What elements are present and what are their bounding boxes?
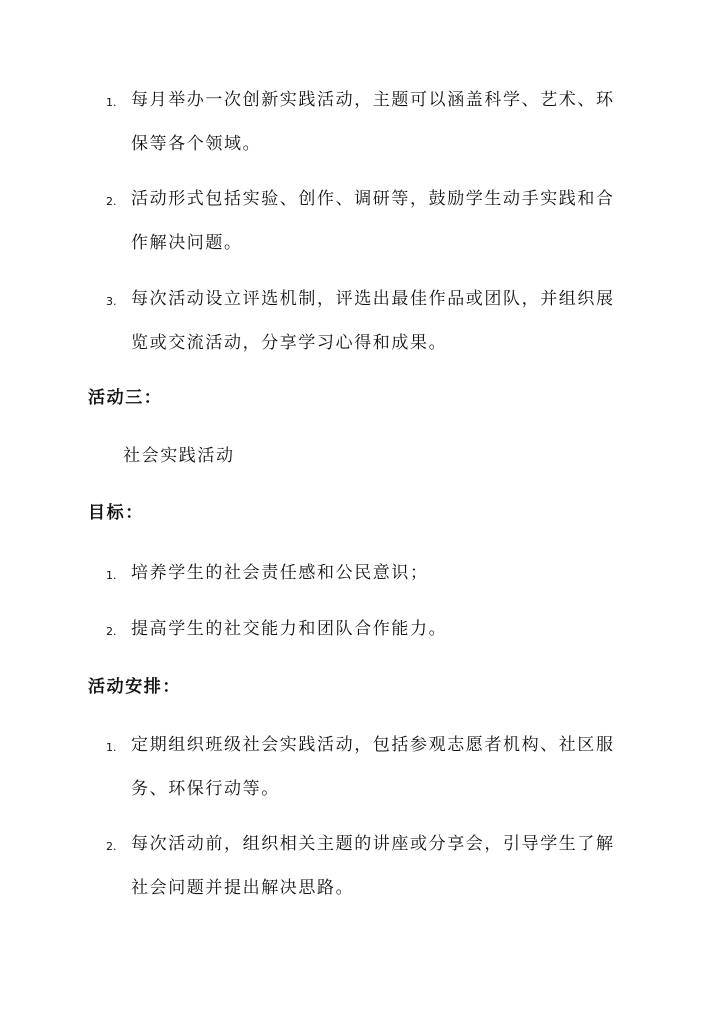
list-text-line: 活动形式包括实验、创作、调研等，鼓励学生动手实践和合 <box>131 189 615 209</box>
list-text-line: 每月举办一次创新实践活动，主题可以涵盖科学、艺术、环 <box>131 90 615 110</box>
list-number: 3. <box>106 295 117 308</box>
activity-name: 社会实践活动 <box>123 446 235 466</box>
list-text-line: 培养学生的社会责任感和公民意识； <box>131 563 429 583</box>
list-number: 2. <box>106 195 117 208</box>
section-heading: 活动安排： <box>88 677 181 697</box>
list-text-line: 每次活动设立评选机制，评选出最佳作品或团队，并组织展 <box>131 289 615 309</box>
list-text-line: 社会问题并提出解决思路。 <box>131 878 355 898</box>
list-text-line: 提高学生的社交能力和团队合作能力。 <box>131 619 448 639</box>
section-heading: 活动三： <box>88 388 163 408</box>
list-text-line: 览或交流活动，分享学习心得和成果。 <box>131 333 448 353</box>
list-text-line: 每次活动前，组织相关主题的讲座或分享会，引导学生了解 <box>131 834 615 854</box>
list-text-line: 定期组织班级社会实践活动，包括参观志愿者机构、社区服 <box>131 735 615 755</box>
list-number: 1. <box>106 96 117 109</box>
list-number: 2. <box>106 625 117 638</box>
list-number: 1. <box>106 569 117 582</box>
list-number: 1. <box>106 741 117 754</box>
section-heading: 目标： <box>88 503 144 523</box>
list-text-line: 作解决问题。 <box>131 233 243 253</box>
list-number: 2. <box>106 840 117 853</box>
list-text-line: 务、环保行动等。 <box>131 779 280 799</box>
list-text-line: 保等各个领域。 <box>131 134 262 154</box>
